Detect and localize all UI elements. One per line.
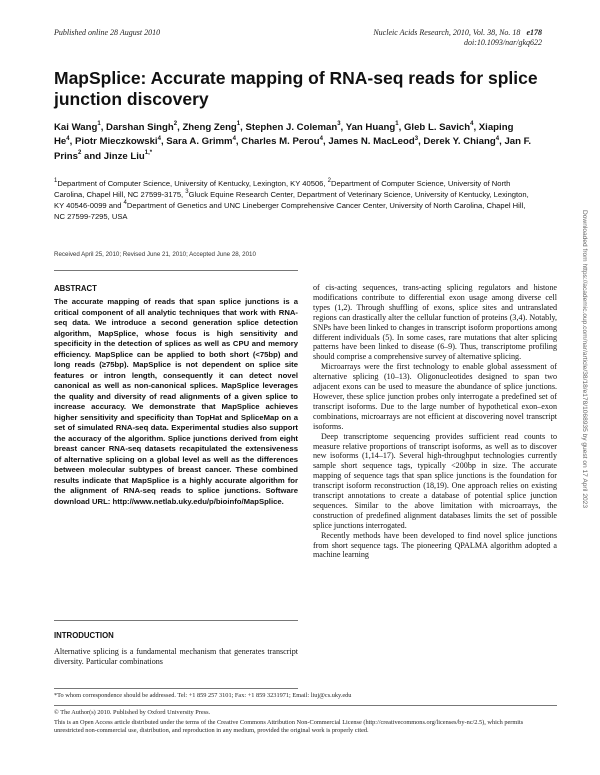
author-name: Zheng Zeng (182, 122, 237, 133)
paragraph: of cis-acting sequences, trans-acting splicing regulators and histone modifications contribute to differential exon usage among diverse cell types (1,2). Through shuffling of exons, splice sites and untranslated regions can drastically alter the cellular function of proteins (3,4). Notably, SNPs have been linked to changes in transcript isoform proportions among different individuals (5). In some cases, rare mutations that alter splicing patterns have been linked to disease (6–9). Thus, transcriptome profiling should comprise a comprehensive survey of alternative splicing. (313, 283, 557, 362)
watermark-text: Downloaded from https://academic.oup.com/nar/article/38/18/e178/1068935 by guest on 17 April 2023 (581, 210, 588, 509)
affiliations (54, 178, 534, 222)
author-affiliation-mark: 4 (232, 135, 236, 142)
affiliation-number: 1 (54, 177, 58, 184)
paragraph: Recently methods have been developed to find novel splice junctions from short sequence tags. The pioneering QPALMA algorithm adopted a machine learning (313, 530, 557, 560)
abstract-heading: ABSTRACT (54, 284, 97, 293)
author-name: Sara A. Grimm (166, 136, 233, 148)
abstract-bottom-rule (54, 620, 298, 621)
author-affiliation-mark: 4 (66, 135, 70, 142)
author-name: James N. MacLeod (328, 136, 415, 148)
author-affiliation-mark: 2 (78, 150, 82, 157)
paper-title: MapSplice: Accurate mapping of RNA-seq reads for splice junction discovery (54, 68, 538, 109)
author-affiliation-mark: 1 (236, 121, 241, 128)
author-affiliation-mark: 4 (157, 135, 161, 142)
affiliation-number: 3 (185, 188, 189, 195)
published-date: Published online 28 August 2010 (54, 28, 161, 37)
affiliation-number: 4 (123, 199, 127, 206)
intro-heading: INTRODUCTION (54, 631, 114, 640)
author-affiliation-mark: 1,* (144, 150, 153, 157)
author-affiliation-mark: 1 (395, 121, 399, 128)
footer-rule (54, 705, 557, 706)
author-name: Jan F. Prins (54, 136, 532, 162)
author-affiliation-mark: 3 (414, 135, 419, 142)
article-id: e178 (526, 28, 542, 37)
journal-header (373, 28, 542, 48)
author-name: Yan Huang (345, 122, 396, 133)
abstract-top-rule (54, 270, 298, 271)
license-note: This is an Open Access article distributed under the terms of the Creative Commons Attribution Non-Commercial License (http://creativecommons.org/licenses/by-nc/2.5), which permits unrestricted non-commercial use, distribution, and reproduction in any medium, provided the original work is properly cited. (54, 719, 524, 734)
affiliation-number: 2 (327, 177, 331, 184)
author-name: Gleb L. Savich (403, 122, 471, 133)
affiliation-text: Gluck Equine Research Center, Department of Veterinary Science, University of Kentucky, Lexington, KY 40546-0099 and (54, 190, 529, 210)
author-name: Stephen J. Coleman (245, 122, 338, 133)
author-name: Jinze Liu (103, 150, 145, 162)
author-affiliation-mark: 1 (97, 121, 101, 128)
author-affiliation-mark: 4 (470, 121, 474, 128)
author-affiliation-mark: 4 (495, 135, 500, 142)
download-watermark (578, 210, 590, 610)
paragraph: Deep transcriptome sequencing provides sufficient read counts to measure relative proportions of transcript isoforms, as well as to discover new isoforms (1,14–17). Several high-throughput technologies currently sample short sequence tags, typically <200bp in size. The accurate mapping of sequence tags that span splice junctions is the foundation for transcript isoform reconstruction (18,19). One approach relies on existing transcript annotations to create a database of potential splice junction sequences. Similar to the above limitation with microarrays, the construction of predefined alignment databases limits the set of possible splice junctions interrogated. (313, 431, 557, 530)
author-name: Derek Y. Chiang (423, 136, 496, 148)
doi: doi:10.1093/nar/gkq622 (464, 38, 542, 47)
author-name: Xiaping He (54, 122, 514, 148)
received-dates: Received April 25, 2010; Revised June 21, 2010; Accepted June 28, 2010 (54, 251, 256, 258)
affiliation-text: Department of Computer Science, University of Kentucky, Lexington, KY 40506, (57, 179, 328, 188)
journal-citation: Nucleic Acids Research, 2010, Vol. 38, No. 18 (373, 28, 521, 37)
paragraph: Microarrays were the first technology to enable global assessment of alternative splicing (10–13). Oligonucleotides designed to span two adjacent exons can be used to measure the abundance of splice junctions. However, these splice junction probes only interrogate a predefined set of transcript isoforms. Due to the large number of hypothetical exon–exon combinations, microarrays are not efficient at discovering novel transcript isoforms. (313, 362, 557, 431)
author-affiliation-mark: 4 (319, 135, 323, 142)
author-name: Darshan Singh (106, 122, 174, 133)
author-name: Charles M. Perou (241, 136, 320, 148)
footnote-rule (54, 688, 298, 689)
correspondence-note: *To whom correspondence should be addressed. Tel: +1 859 257 3101; Fax: +1 859 3231971; Email: liuj@cs.uky.edu (54, 692, 352, 699)
abstract-text: The accurate mapping of reads that span splice junctions is a critical component of all analytic techniques that work with RNA-seq data. We introduce a second generation splice detection algorithm, MapSplice, whose focus is high sensitivity and specificity in the detection of splices as well as CPU and memory efficiency. MapSplice can be applied to both short (<75bp) and long reads (≥75bp). MapSplice is not dependent on splice site features or intron length, consequently it can detect novel canonical as well as non-canonical splices. MapSplice leverages the quality and diversity of read alignments of a given splice to increase accuracy. We demonstrate that MapSplice achieves higher sensitivity and specificity than TopHat and SpliceMap on a set of simulated RNA-seq data. Experimental studies also support the accuracy of the algorithm. Splice junctions derived from eight breast cancer RNA-seq datasets recapitulated the extensiveness of alternative splicing on a global level as well as the differences between molecular subtypes of breast cancer. These combined results indicate that MapSplice is a highly accurate algorithm for the alignment of RNA-seq reads to splice junctions. Software download URL: http://www.netlab.uky.edu/p/bioinfo/MapSplice. (54, 297, 298, 506)
copyright-note: © The Author(s) 2010. Published by Oxford University Press. (54, 709, 211, 716)
author-affiliation-mark: 2 (173, 121, 178, 128)
intro-paragraph: Alternative splicing is a fundamental mechanism that generates transcript diversity. Particular combinations (54, 647, 298, 666)
author-name: Piotr Mieczkowski (74, 136, 158, 148)
affiliation-text: Department of Computer Science, University of North Carolina, Chapel Hill, NC 27599-3175, (54, 179, 511, 199)
right-column (313, 283, 557, 560)
affiliation-text: Department of Genetics and UNC Lineberger Comprehensive Cancer Center, University of North Carolina, Chapel Hill, NC 27599-7295, USA (54, 201, 526, 221)
author-name: Kai Wang (54, 122, 98, 133)
author-affiliation-mark: 3 (337, 121, 341, 128)
author-list: Kai Wang$^1$, Darshan Singh$^2$, Zheng Zeng$^1$, Stephen J. Coleman$^3$, Yan Huang$^1$, Gleb L. Savich$^4$, Xiaping He$^4$, Piotr Mieczkowski$^4$, Sara A. Grimm$^4$, Charles M. Perou$^4$, James N. MacLeod$^3$, Derek Y. Chiang$^4$, Jan F. Prins$^2$ and Jinze Liu$^{1,*}$ (54, 121, 532, 162)
